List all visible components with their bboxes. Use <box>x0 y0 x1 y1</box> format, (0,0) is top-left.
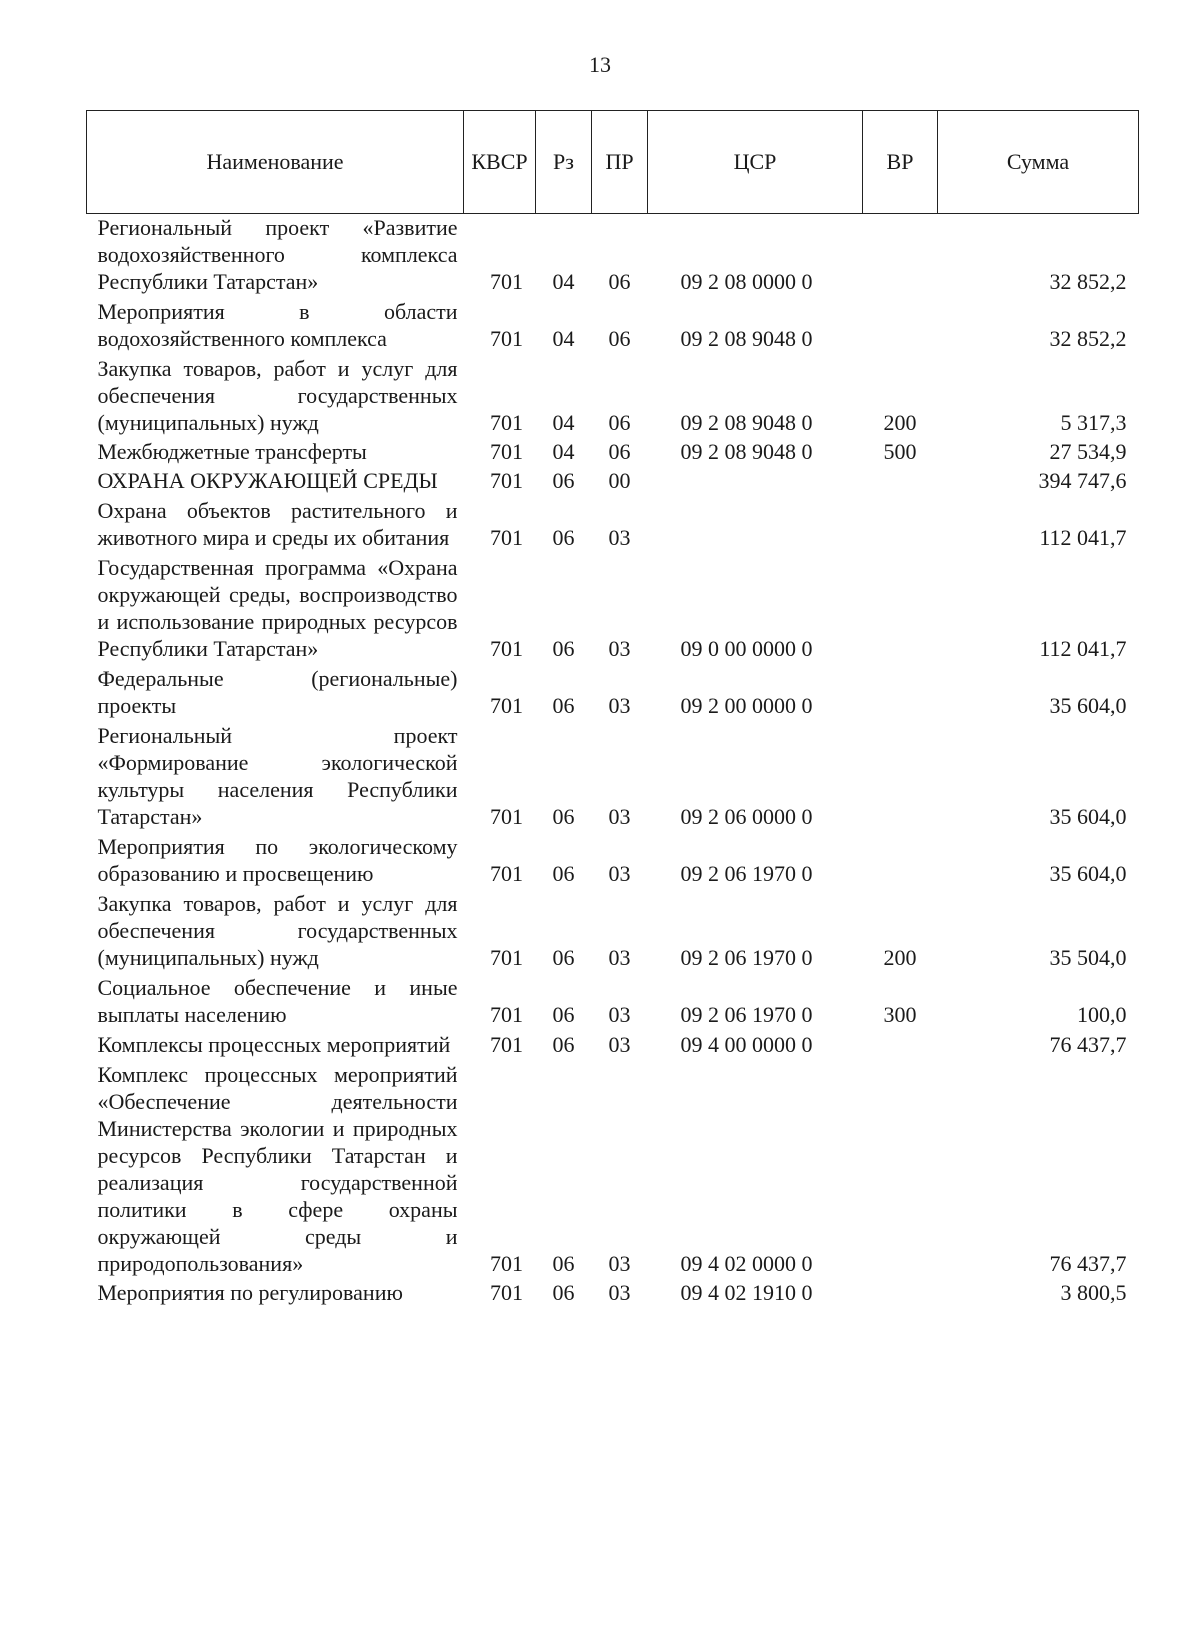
header-pr: ПР <box>592 111 648 214</box>
header-vr: ВР <box>863 111 938 214</box>
row-csr: 09 2 08 9048 0 <box>680 439 813 464</box>
row-rz: 06 <box>552 468 575 493</box>
row-vr <box>863 554 938 665</box>
row-kvsr: 701 <box>490 693 523 718</box>
row-csr: 09 2 08 0000 0 <box>680 269 813 294</box>
row-vr <box>863 298 938 355</box>
row-vr <box>863 497 938 554</box>
row-vr <box>863 1061 938 1279</box>
budget-table <box>86 110 1139 1308</box>
row-name: Региональный проект «Развитие водохозяйственного комплекса Республики Татарстан» <box>97 215 458 294</box>
row-csr: 09 2 08 9048 0 <box>680 410 813 435</box>
row-vr <box>863 214 938 299</box>
row-kvsr: 701 <box>490 468 523 493</box>
row-csr: 09 2 06 1970 0 <box>680 861 813 886</box>
table-row <box>87 214 1139 299</box>
row-vr <box>863 833 938 890</box>
row-sum: 35 604,0 <box>1049 693 1127 718</box>
table-row <box>87 298 1139 355</box>
row-sum: 35 604,0 <box>1049 861 1127 886</box>
row-name: Мероприятия по регулированию <box>97 1280 403 1305</box>
row-sum: 35 504,0 <box>1049 945 1127 970</box>
row-rz: 04 <box>552 326 575 351</box>
row-sum: 394 747,6 <box>1038 468 1127 493</box>
row-sum: 76 437,7 <box>1049 1251 1127 1276</box>
header-csr: ЦСР <box>648 111 863 214</box>
row-rz: 06 <box>552 525 575 550</box>
row-sum: 112 041,7 <box>1039 636 1127 661</box>
row-rz: 06 <box>552 1280 575 1305</box>
row-kvsr: 701 <box>490 861 523 886</box>
table-row <box>87 665 1139 722</box>
row-csr: 09 0 00 0000 0 <box>680 636 813 661</box>
row-rz: 06 <box>552 693 575 718</box>
row-kvsr: 701 <box>490 1280 523 1305</box>
row-sum: 112 041,7 <box>1039 525 1127 550</box>
row-pr: 03 <box>608 636 631 661</box>
row-csr: 09 2 06 1970 0 <box>680 945 813 970</box>
row-csr: 09 4 02 0000 0 <box>680 1251 813 1276</box>
row-csr: 09 4 02 1910 0 <box>680 1280 813 1305</box>
table-row <box>87 833 1139 890</box>
row-rz: 04 <box>552 410 575 435</box>
table-row <box>87 1031 1139 1061</box>
row-name: Государственная программа «Охрана окружающей среды, воспроизводство и использование природных ресурсов Республики Татарстан» <box>97 555 458 661</box>
row-rz: 06 <box>552 804 575 829</box>
row-name: Межбюджетные трансферты <box>97 439 367 464</box>
row-kvsr: 701 <box>490 410 523 435</box>
row-sum: 100,0 <box>1077 1002 1127 1027</box>
row-pr: 06 <box>608 410 631 435</box>
row-pr: 03 <box>608 525 631 550</box>
row-name: Мероприятия по экологическому образованию и просвещению <box>97 834 458 886</box>
row-name: Комплексы процессных мероприятий <box>97 1032 451 1057</box>
row-rz: 06 <box>552 1032 575 1057</box>
row-vr: 200 <box>883 945 917 970</box>
row-pr: 03 <box>608 1002 631 1027</box>
row-name: Закупка товаров, работ и услуг для обеспечения государственных (муниципальных) нужд <box>97 891 458 970</box>
row-kvsr: 701 <box>490 804 523 829</box>
row-kvsr: 701 <box>490 1251 523 1276</box>
header-sum: Сумма <box>938 111 1139 214</box>
row-csr: 09 4 00 0000 0 <box>680 1032 813 1057</box>
row-rz: 06 <box>552 1002 575 1027</box>
row-sum: 5 317,3 <box>1060 410 1127 435</box>
row-pr: 03 <box>608 1280 631 1305</box>
row-pr: 06 <box>608 269 631 294</box>
row-pr: 06 <box>608 439 631 464</box>
row-vr: 500 <box>883 439 917 464</box>
table-row <box>87 974 1139 1031</box>
table-row <box>87 355 1139 438</box>
row-rz: 06 <box>552 636 575 661</box>
row-vr <box>863 1279 938 1308</box>
row-rz: 06 <box>552 861 575 886</box>
row-sum: 32 852,2 <box>1049 326 1127 351</box>
header-kvsr: КВСР <box>464 111 536 214</box>
row-pr: 03 <box>608 804 631 829</box>
row-name: Региональный проект «Формирование экологической культуры населения Республики Татарстан» <box>97 723 458 829</box>
table-row <box>87 554 1139 665</box>
table-body <box>87 214 1139 1309</box>
row-rz: 04 <box>552 269 575 294</box>
row-pr: 03 <box>608 693 631 718</box>
header-rz: Рз <box>536 111 592 214</box>
table-row <box>87 1279 1139 1308</box>
row-sum: 3 800,5 <box>1060 1280 1127 1305</box>
row-csr: 09 2 06 0000 0 <box>680 804 813 829</box>
row-kvsr: 701 <box>490 945 523 970</box>
row-kvsr: 701 <box>490 269 523 294</box>
row-rz: 06 <box>552 1251 575 1276</box>
row-kvsr: 701 <box>490 636 523 661</box>
row-pr: 03 <box>608 861 631 886</box>
row-kvsr: 701 <box>490 525 523 550</box>
table-row <box>87 497 1139 554</box>
row-csr: 09 2 00 0000 0 <box>680 693 813 718</box>
row-rz: 04 <box>552 439 575 464</box>
row-vr: 200 <box>883 410 917 435</box>
row-vr <box>863 665 938 722</box>
row-kvsr: 701 <box>490 439 523 464</box>
row-name: Мероприятия в области водохозяйственного комплекса <box>97 299 458 351</box>
row-vr <box>863 1031 938 1061</box>
row-pr: 03 <box>608 1251 631 1276</box>
row-csr: 09 2 06 1970 0 <box>680 1002 813 1027</box>
row-name: Социальное обеспечение и иные выплаты населению <box>97 975 458 1027</box>
row-name: Комплекс процессных мероприятий «Обеспечение деятельности Министерства экологии и природных ресурсов Республики Татарстан и реализация государственной политики в сфере охраны окружающей среды и природопользования» <box>97 1062 458 1276</box>
row-name: Охрана объектов растительного и животного мира и среды их обитания <box>97 498 458 550</box>
row-name: ОХРАНА ОКРУЖАЮЩЕЙ СРЕДЫ <box>97 468 438 493</box>
table-row <box>87 722 1139 833</box>
row-pr: 03 <box>608 1032 631 1057</box>
header-name: Наименование <box>87 111 464 214</box>
row-pr: 03 <box>608 945 631 970</box>
row-pr: 06 <box>608 326 631 351</box>
row-csr <box>648 497 863 554</box>
table-row <box>87 890 1139 974</box>
row-kvsr: 701 <box>490 326 523 351</box>
table-row <box>87 467 1139 497</box>
row-sum: 35 604,0 <box>1049 804 1127 829</box>
page-number: 13 <box>589 52 611 77</box>
row-sum: 76 437,7 <box>1049 1032 1127 1057</box>
row-kvsr: 701 <box>490 1032 523 1057</box>
row-csr <box>648 467 863 497</box>
row-vr <box>863 467 938 497</box>
row-sum: 32 852,2 <box>1049 269 1127 294</box>
row-name: Федеральные (региональные) проекты <box>97 666 458 718</box>
row-rz: 06 <box>552 945 575 970</box>
row-name: Закупка товаров, работ и услуг для обеспечения государственных (муниципальных) нужд <box>97 356 458 435</box>
row-kvsr: 701 <box>490 1002 523 1027</box>
row-sum: 27 534,9 <box>1049 439 1127 464</box>
row-csr: 09 2 08 9048 0 <box>680 326 813 351</box>
row-pr: 00 <box>608 468 631 493</box>
table-header <box>87 111 1139 214</box>
row-vr <box>863 722 938 833</box>
row-vr: 300 <box>883 1002 917 1027</box>
table-row <box>87 438 1139 467</box>
table-row <box>87 1061 1139 1279</box>
